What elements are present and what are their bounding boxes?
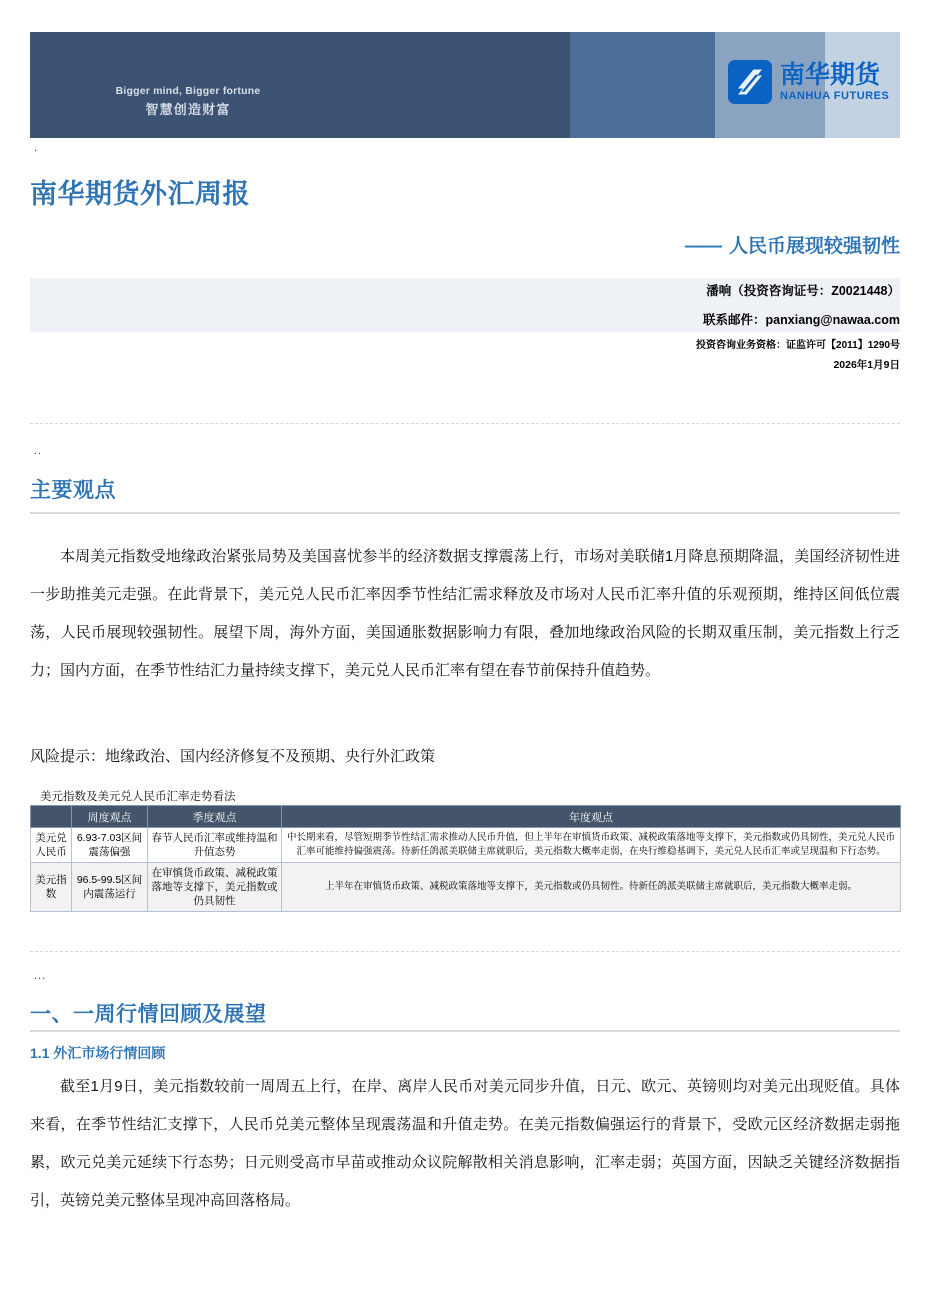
main-view-rule [30,512,900,514]
table-header-annual: 年度观点 [282,806,901,828]
risk-note: 风险提示：地缘政治、国内经济修复不及预期、央行外汇政策 [30,748,436,765]
logo-wordmark [780,60,890,102]
cell-quarterly-dxy: 在审慎货币政策、减税政策落地等支撑下，美元指数或仍具韧性 [148,863,282,912]
cell-weekly-dxy: 96.5-99.5区间内震荡运行 [72,863,148,912]
dot-mark-2: .. [34,445,43,457]
cell-annual-dxy: 上半年在审慎货币政策、减税政策落地等支撑下，美元指数或仍具韧性。待新任鸽派美联储主席就职后，美元指数大概率走弱。 [282,863,901,912]
table-row [31,828,901,863]
logo-text-chinese: 南华期货 [780,60,881,89]
analyst-name: 潘响（投资咨询证号：Z0021448） [706,284,900,298]
nanhua-logo-icon [728,60,772,104]
company-tagline [88,84,288,119]
table-header-blank [31,806,72,828]
table-header-row [31,806,901,828]
dot-mark-1: . [34,142,39,154]
subsection-one-paragraph: 截至1月9日，美元指数较前一周周五上行，在岸、离岸人民币对美元同步升值，日元、欧元、英镑则均对美元出现贬值。具体来看，在季节性结汇支撑下，人民币兑美元整体呈现震荡温和升值走势。在美元指数偏强运行的背景下，受欧元区经济数据走弱拖累，欧元兑美元延续下行态势；日元则受高市早苗或推动众议院解散相关消息影响，汇率走弱；英国方面，因缺乏关键经济数据指引，英镑兑美元整体呈现冲高回落格局。 [30,1078,900,1209]
table-row [31,863,901,912]
outlook-table [30,805,901,912]
dotted-separator-2 [30,951,900,952]
page-title: 南华期货外汇周报 [30,179,250,209]
tagline-chinese: 智慧创造财富 [145,102,231,118]
subtitle-dash: —— [684,236,721,257]
contact-email: 联系邮件：panxiang@nawaa.com [703,313,900,327]
report-date: 2026年1月9日 [833,359,900,371]
page-subtitle [685,231,900,258]
subtitle-text: 人民币展现较强韧性 [728,236,900,257]
dotted-separator-1 [30,423,900,424]
subsection-one-heading: 1.1 外汇市场行情回顾 [30,1045,166,1061]
license-number: 投资咨询业务资格：证监许可【2011】1290号 [696,340,900,351]
table-header-quarterly: 季度观点 [148,806,282,828]
section-one-rule [30,1030,900,1032]
banner-band-2 [570,32,715,138]
cell-weekly-cny: 6.93-7.03区间震荡偏强 [72,828,148,863]
main-view-heading: 主要观点 [30,479,116,502]
cell-annual-cny: 中长期来看，尽管短期季节性结汇需求推动人民币升值，但上半年在审慎货币政策、减税政策落地等支撑下，美元指数或仍具韧性，美元兑人民币汇率可能维持偏强震荡。待新任鸽派美联储主席就职后，美元指数大概率走弱，在央行维稳基调下，美元兑人民币汇率或呈现温和下行态势。 [282,828,901,863]
section-one-heading: 一、一周行情回顾及展望 [30,1003,267,1026]
table-header-weekly: 周度观点 [72,806,148,828]
row-label-cny: 美元兑人民币 [31,828,72,863]
row-label-dxy: 美元指数 [31,863,72,912]
main-view-paragraph: 本周美元指数受地缘政治紧张局势及美国喜忧参半的经济数据支撑震荡上行，市场对美联储1月降息预期降温，美国经济韧性进一步助推美元走强。在此背景下，美元兑人民币汇率因季节性结汇需求释放及市场对人民币汇率升值的乐观预期，维持区间低位震荡，人民币展现较强韧性。展望下周，海外方面，美国通胀数据影响力有限，叠加地缘政治风险的长期双重压制，美元指数上行乏力；国内方面，在季节性结汇力量持续支撑下，美元兑人民币汇率有望在春节前保持升值趋势。 [30,548,900,679]
dot-mark-3: ... [34,970,47,982]
cell-quarterly-cny: 春节人民币汇率或维持温和升值态势 [148,828,282,863]
company-logo [728,60,889,104]
table-caption: 美元指数及美元兑人民币汇率走势看法 [40,791,236,803]
logo-text-english: NANHUA FUTURES [780,89,890,102]
tagline-english: Bigger mind, Bigger fortune [115,85,261,97]
